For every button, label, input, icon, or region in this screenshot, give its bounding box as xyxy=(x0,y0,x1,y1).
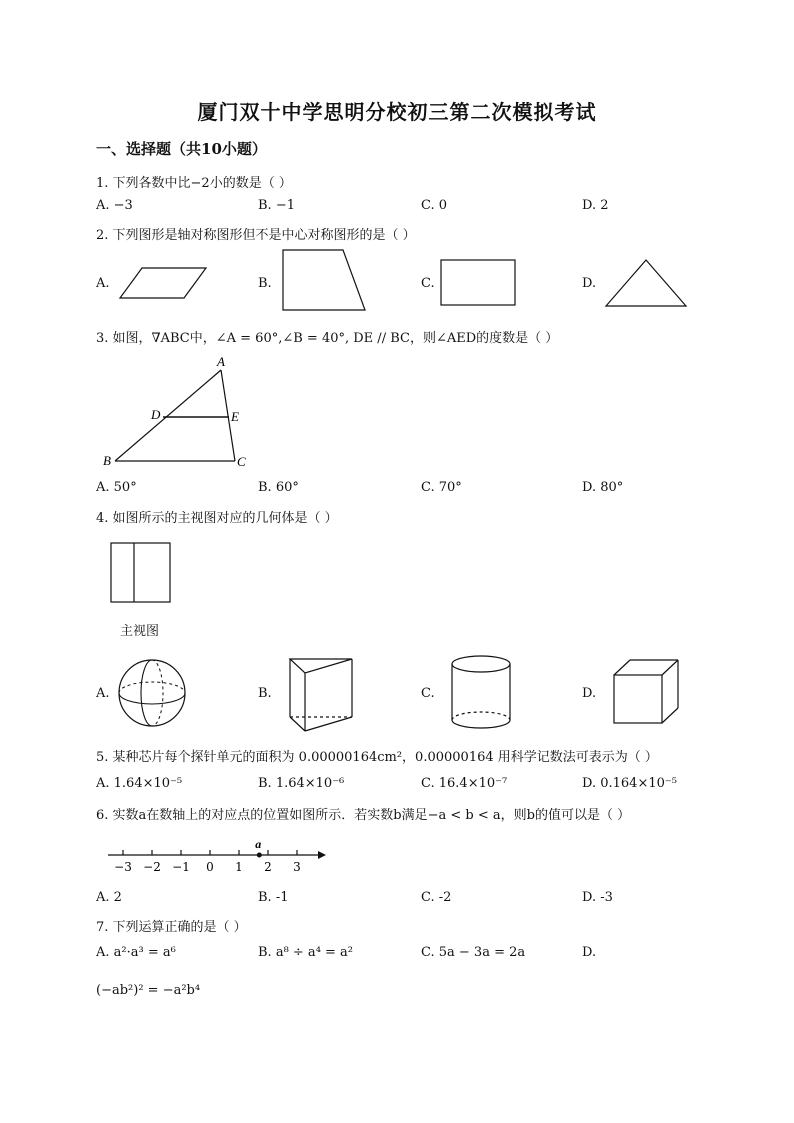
axis-tick-label: 1 xyxy=(235,860,243,874)
label-e: E xyxy=(231,409,239,424)
q5-option-a: A. 1.64×10⁻⁵ xyxy=(96,776,183,791)
axis-tick-label: −3 xyxy=(114,860,132,874)
page-title: 厦门双十中学思明分校初三第二次模拟考试 xyxy=(197,100,597,124)
axis-tick-label: −2 xyxy=(143,860,161,874)
q7-option-b: B. a⁸ ÷ a⁴ = a² xyxy=(258,945,354,960)
axis-tick-label: 0 xyxy=(206,860,214,874)
q3-option-b: B. 60° xyxy=(258,480,299,495)
axis-tick-label: 3 xyxy=(293,860,301,874)
label-a: A xyxy=(217,354,225,369)
q5-stem: 5. 某种芯片每个探针单元的面积为 0.00000164cm²，0.00000164 用科学记数法可表示为（ ） xyxy=(96,750,658,765)
q3-option-a: A. 50° xyxy=(96,480,137,495)
front-view-caption: 主视图 xyxy=(120,624,160,639)
section-heading: 一、选择题（共10小题） xyxy=(96,140,267,158)
q7-option-d: D. xyxy=(582,945,597,960)
q5-option-c: C. 16.4×10⁻⁷ xyxy=(421,776,508,791)
q6-option-a: A. 2 xyxy=(96,890,122,905)
q4-option-a: A. xyxy=(96,686,110,701)
q1-option-c: C. 0 xyxy=(421,198,448,213)
q1-option-b: B. −1 xyxy=(258,198,295,213)
q6-stem: 6. 实数a在数轴上的对应点的位置如图所示．若实数b满足−a < b < a，则b的值可以是（ ） xyxy=(96,808,631,823)
point-a-label: a xyxy=(255,837,262,851)
q4-stem: 4. 如图所示的主视图对应的几何体是（ ） xyxy=(96,511,338,526)
q2-option-b: B. xyxy=(258,276,272,291)
q7-option-a: A. a²·a³ = a⁶ xyxy=(96,945,176,960)
q4-option-d: D. xyxy=(582,686,597,701)
axis-tick-label: 2 xyxy=(264,860,272,874)
q6-option-d: D. -3 xyxy=(582,890,613,905)
q7-stem: 7. 下列运算正确的是（ ） xyxy=(96,920,247,935)
q5-option-b: B. 1.64×10⁻⁶ xyxy=(258,776,345,791)
q4-option-c: C. xyxy=(421,686,435,701)
q5-option-d: D. 0.164×10⁻⁵ xyxy=(582,776,677,791)
label-c: C xyxy=(237,454,246,469)
q6-option-c: C. -2 xyxy=(421,890,452,905)
q3-stem: 3. 如图，∇ABC中，∠A = 60°,∠B = 40°, DE // BC，则∠AED的度数是（ ） xyxy=(96,331,559,346)
q2-option-a: A. xyxy=(96,276,110,291)
q3-option-d: D. 80° xyxy=(582,480,624,495)
q3-option-c: C. 70° xyxy=(421,480,462,495)
q1-option-d: D. 2 xyxy=(582,198,609,213)
q6-option-b: B. -1 xyxy=(258,890,289,905)
q2-option-c: C. xyxy=(421,276,435,291)
q1-stem: 1. 下列各数中比−2小的数是（ ） xyxy=(96,176,292,191)
label-b: B xyxy=(103,453,111,468)
q2-option-d: D. xyxy=(582,276,597,291)
axis-tick-label: −1 xyxy=(172,860,190,874)
q7-option-c: C. 5a − 3a = 2a xyxy=(421,945,526,960)
label-d: D xyxy=(151,407,161,422)
q4-option-b: B. xyxy=(258,686,272,701)
q2-stem: 2. 下列图形是轴对称图形但不是中心对称图形的是（ ） xyxy=(96,228,416,243)
point-a xyxy=(257,853,262,858)
q7-option-d-expression: (−ab²)² = −a²b⁴ xyxy=(96,983,201,998)
q1-option-a: A. −3 xyxy=(96,198,133,213)
